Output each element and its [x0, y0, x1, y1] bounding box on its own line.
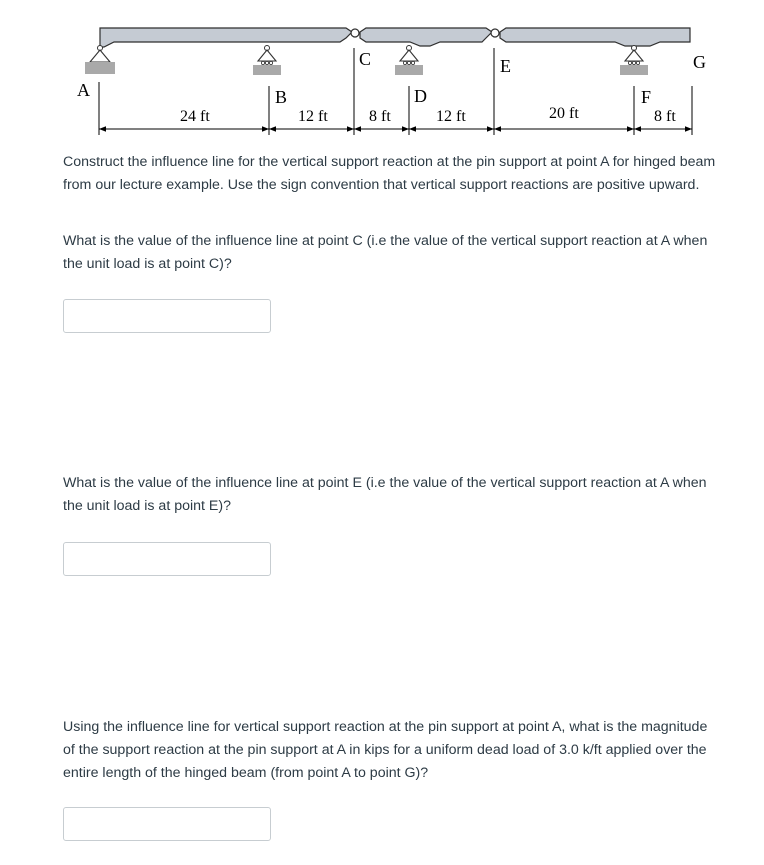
label-c: C — [359, 49, 372, 69]
span-label-de: 12 ft — [436, 108, 466, 125]
span-label-cd: 8 ft — [369, 108, 391, 125]
label-d: D — [414, 86, 427, 106]
question-2-text: What is the value of the influence line at point E (i.e the value of the vertical support reaction at A when the unit load is at point E)? — [63, 475, 707, 514]
answer-1-input[interactable] — [63, 299, 271, 333]
span-label-ef: 20 ft — [549, 105, 579, 122]
question-1-text: What is the value of the influence line at point C (i.e the value of the vertical support reaction at A when the unit load is at point C)? — [63, 233, 708, 272]
hinge-e — [491, 29, 499, 37]
pin-support-a — [85, 46, 115, 75]
beam-segment-eg — [500, 28, 690, 46]
span-label-bc: 12 ft — [298, 108, 328, 125]
question-3-text: Using the influence line for vertical support reaction at the pin support at point A, what is the magnitude of the support reaction at the pin support at A in kips for a uniform dead load of 3.0 k/ft applied over the entire length of the hinged beam (from point A to point G)? — [63, 719, 708, 781]
label-b: B — [275, 87, 288, 107]
roller-support-d — [395, 46, 423, 76]
label-a: A — [77, 80, 90, 100]
beam-segment-ac — [100, 28, 352, 47]
roller-support-f — [620, 46, 648, 76]
answer-3-input[interactable] — [63, 807, 271, 841]
problem-statement: Construct the influence line for the vertical support reaction at the pin support at point A for hinged beam from our lecture example. Use the sign convention that vertical support reactions are positive upward. — [63, 154, 716, 193]
beam-segment-ce — [360, 28, 492, 46]
answer-2-input[interactable] — [63, 542, 271, 576]
span-label-ab: 24 ft — [180, 108, 210, 125]
span-label-fg: 8 ft — [654, 108, 676, 125]
label-g: G — [693, 52, 706, 72]
roller-support-b — [253, 46, 281, 76]
label-f: F — [641, 87, 652, 107]
hinged-beam-diagram — [0, 0, 764, 150]
label-e: E — [500, 56, 511, 76]
hinge-c — [351, 29, 359, 37]
